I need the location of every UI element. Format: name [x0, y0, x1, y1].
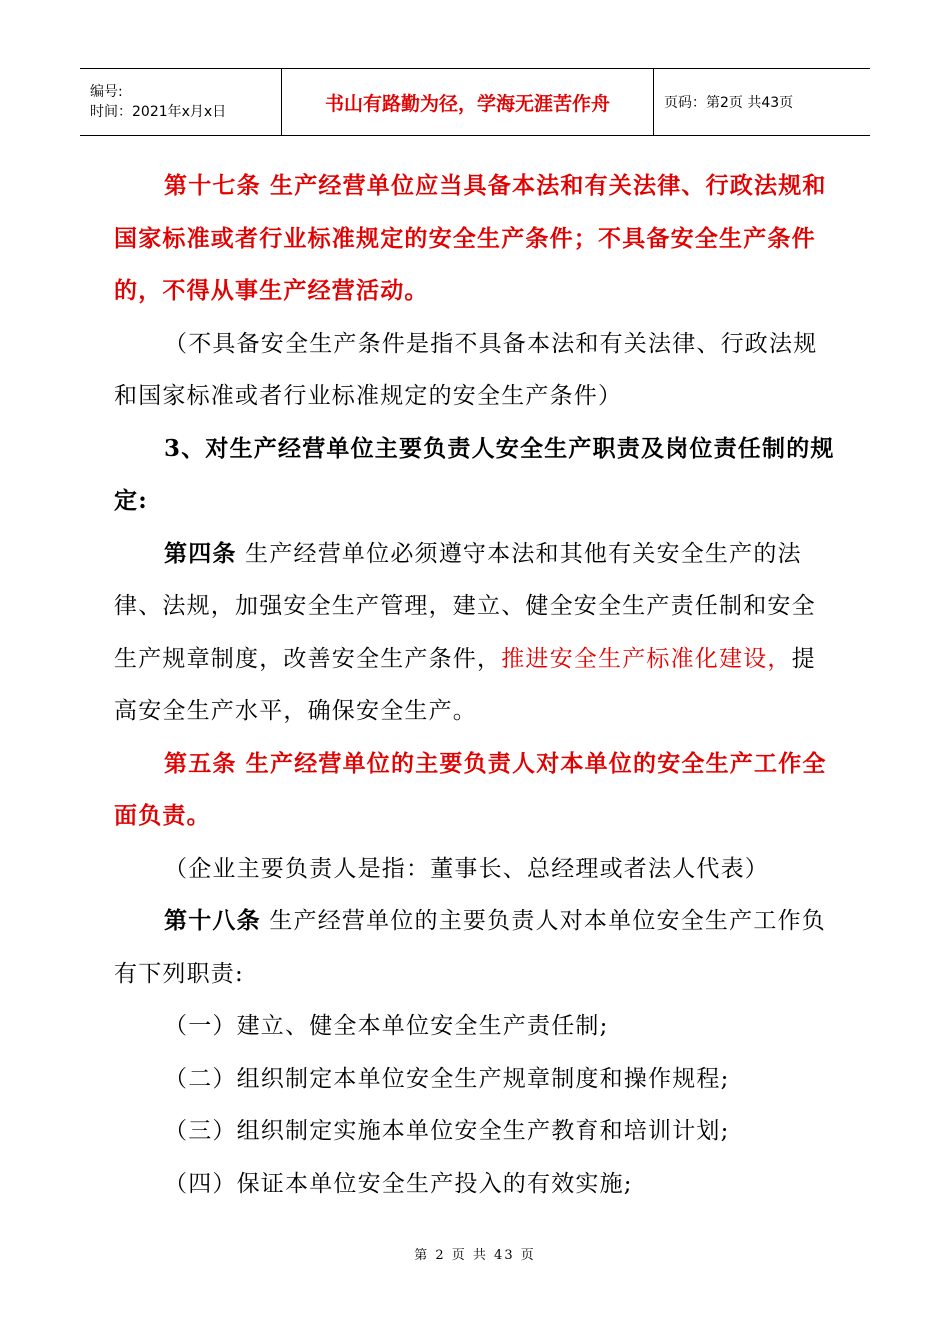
page-footer: 第 2 页 共 43 页: [414, 1248, 536, 1263]
article-4-title: 第四条: [164, 539, 237, 567]
header-meta: [80, 69, 282, 135]
article-4: [114, 528, 836, 738]
section-heading-3: 3、对生产经营单位主要负责人安全生产职责及岗位责任制的规定:: [114, 434, 835, 514]
document-body: [114, 160, 836, 1210]
article-18-title: 第十八条: [164, 907, 261, 934]
document-number-label: 编号:: [90, 84, 123, 100]
header-motto: 书山有路勤为径，学海无涯苦作舟: [282, 69, 654, 135]
article-4-text: 生产经营单位必须遵守本法和其他有关安全生产的法律、法规，加强安全生产管理，建立、健全安全生产责任制和安全生产规章制度，改善安全生产条件，: [114, 540, 816, 672]
article-18: [114, 895, 836, 1000]
page-header: [80, 68, 870, 136]
article-5-note: （企业主要负责人是指：董事长、总经理或者法人代表）: [164, 855, 769, 882]
article-18-text: 生产经营单位的主要负责人对本单位安全生产工作负有下列职责:: [114, 908, 826, 987]
article-5: 第五条 生产经营单位的主要负责人对本单位的安全生产工作全面负责。: [114, 749, 827, 829]
list-item: （二）组织制定本单位安全生产规章制度和操作规程;: [164, 1065, 730, 1092]
article-17: 第十七条 生产经营单位应当具备本法和有关法律、行政法规和国家标准或者行业标准规定的安全生产条件；不具备安全生产条件的，不得从事生产经营活动。: [114, 172, 827, 304]
article-4-tail: 提高安全生产水平，确保安全生产。: [114, 645, 816, 724]
list-item: （一）建立、健全本单位安全生产责任制;: [164, 1013, 609, 1039]
article-17-note: （不具备安全生产条件是指不具备本法和有关法律、行政法规和国家标准或者行业标准规定的安全生产条件）: [114, 330, 818, 409]
article-4-highlight: 推进安全生产标准化建设，: [501, 645, 792, 672]
header-page-info: 页码：第2页 共43页: [664, 95, 794, 111]
list-item: （三）组织制定实施本单位安全生产教育和培训计划;: [164, 1118, 730, 1144]
document-time: 时间：2021年x月x日: [90, 104, 227, 120]
list-item: （四）保证本单位安全生产投入的有效实施;: [164, 1170, 633, 1197]
